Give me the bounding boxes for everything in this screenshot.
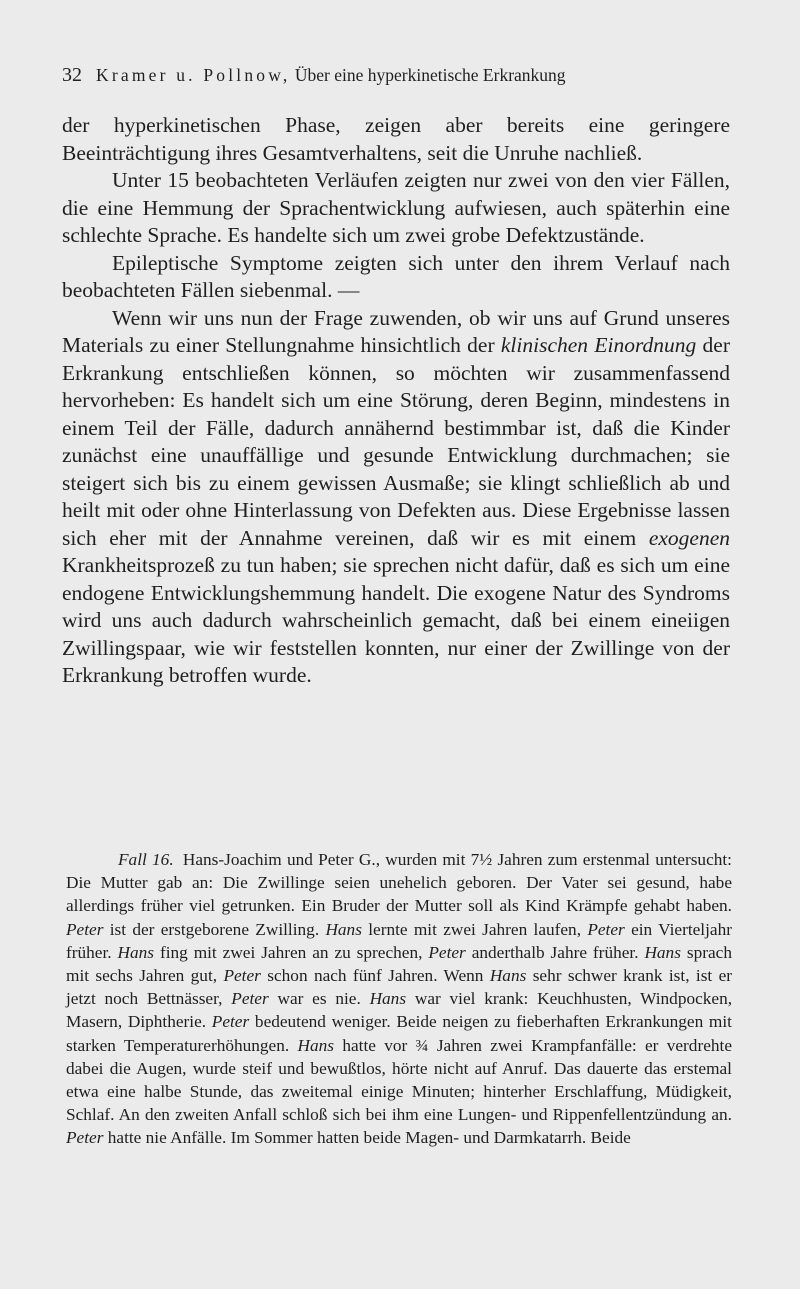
name-peter: Peter	[223, 966, 261, 986]
name-hans: Hans	[369, 989, 407, 1009]
header-title: Über eine hyperkinetische Erkrankung	[294, 65, 566, 85]
paragraph-clinical-classification	[62, 305, 730, 690]
main-text	[62, 112, 730, 690]
name-hans: Hans	[325, 919, 362, 939]
text-run: der Erkrankung entschließen können, so möchten wir zusammenfassend hervorheben: Es handelt sich um eine Störung, deren Beginn, mindestens in einem Teil der Fälle, dadurch annähernd bestimmbar ist, daß die Kinder zunächst eine unauffällige und gesunde Entwicklung durchmachen; sie steigert sich bis zu einem gewissen Ausmaße; sie klingt schließlich ab und heilt mit oder ohne Hinterlassung von Defekten aus. Diese Ergebnisse lassen sich eher mit der Annahme vereinen, daß wir es mit einem	[62, 333, 730, 550]
name-hans: Hans	[297, 1035, 335, 1055]
paragraph-speech-development: Unter 15 beobachteten Verläufen zeigten nur zwei von den vier Fällen, die eine Hemmung der Sprachentwicklung aufwiesen, auch späterhin eine schlechte Sprache. Es handelte sich um zwei grobe Defektzustände.	[62, 168, 730, 247]
text-run: hatte nie Anfälle. Im Sommer hatten beide Magen- und Darmkatarrh. Beide	[107, 1128, 631, 1148]
name-peter: Peter	[66, 919, 104, 939]
text-run: ein Vierteljahr früher.	[66, 919, 732, 962]
text-run: war es nie.	[277, 989, 361, 1009]
text-run: sprach mit sechs Jahren gut,	[66, 942, 732, 986]
text-run: anderthalb Jahre früher.	[471, 942, 639, 962]
text-run: bedeutend weniger. Beide neigen zu fieberhaften Erkrankungen mit starken Temperaturerhöhungen.	[66, 1012, 732, 1055]
name-peter: Peter	[66, 1128, 104, 1148]
text-run: hatte vor ¾ Jahren zwei Krampfanfälle: er verdrehte dabei die Augen, wurde steif und bewußtlos, hörte nicht auf Anruf. Das dauerte das erstemal etwa eine halbe Stunde, das zweitemal einige Minuten; hinterher Erschlaffung, Müdigkeit, Schlaf. An den zweiten Anfall schloß sich bei ihm eine Lungen- und Rippenfellentzündung an.	[66, 1035, 732, 1125]
running-header	[62, 64, 742, 86]
case-paragraph	[66, 848, 732, 1150]
text-run: schon nach fünf Jahren. Wenn	[267, 966, 484, 986]
text-run: ist der erstgeborene Zwilling.	[109, 919, 320, 939]
paragraph-epileptic-symptoms: Epileptische Symptome zeigten sich unter den ihrem Verlauf nach beobachteten Fällen siebenmal. —	[62, 250, 730, 302]
paragraph-continuation: der hyperkinetischen Phase, zeigen aber bereits eine geringere Beeinträchtigung ihres Gesamtverhaltens, seit die Unruhe nachließ.	[62, 113, 730, 165]
text-run: fing mit zwei Jahren an zu sprechen,	[159, 942, 423, 962]
header-authors: Kramer u. Pollnow,	[96, 65, 291, 85]
emphasis-exogenen: exogenen	[648, 525, 730, 550]
name-peter: Peter	[428, 942, 466, 962]
name-hans: Hans	[117, 942, 155, 962]
text-run: Wenn wir uns nun der Frage zuwenden, ob wir uns auf Grund unseres Materials zu einer Stellungnahme hinsichtlich der	[62, 305, 730, 357]
name-hans: Hans	[489, 966, 527, 986]
case-label: Fall 16.	[118, 850, 174, 869]
name-peter: Peter	[211, 1012, 250, 1032]
text-run: Krankheitsprozeß zu tun haben; sie sprechen nicht dafür, daß es sich um eine endogene Entwicklungshemmung handelt. Die exogene Natur des Syndroms wird uns auch dadurch wahrscheinlich gemacht, daß bei einem eineiigen Zwillingspaar, wie wir feststellen konnten, nur einer der Zwillinge von der Erkrankung betroffen wurde.	[62, 553, 730, 687]
page-number: 32	[62, 64, 82, 86]
name-peter: Peter	[587, 919, 625, 939]
text-run: lernte mit zwei Jahren laufen,	[368, 919, 582, 939]
text-run: war viel krank: Keuchhusten, Windpocken, Masern, Diphtherie.	[66, 989, 733, 1032]
name-peter: Peter	[231, 989, 269, 1009]
text-run: sehr schwer krank ist, ist er jetzt noch Bettnässer,	[66, 966, 733, 1009]
case-report	[66, 848, 732, 1150]
text-run: Hans-Joachim und Peter G., wurden mit 7½ Jahren zum erstenmal untersucht: Die Mutter gab an: Die Zwillinge seien unehelich geboren. Der Vater sei gesund, habe allerdings früher viel getrunken. Ein Bruder der Mutter soll als Kind Krämpfe gehabt haben.	[66, 850, 732, 916]
emphasis-klinischen-einordnung: klinischen Einordnung	[500, 333, 697, 357]
name-hans: Hans	[644, 942, 681, 962]
